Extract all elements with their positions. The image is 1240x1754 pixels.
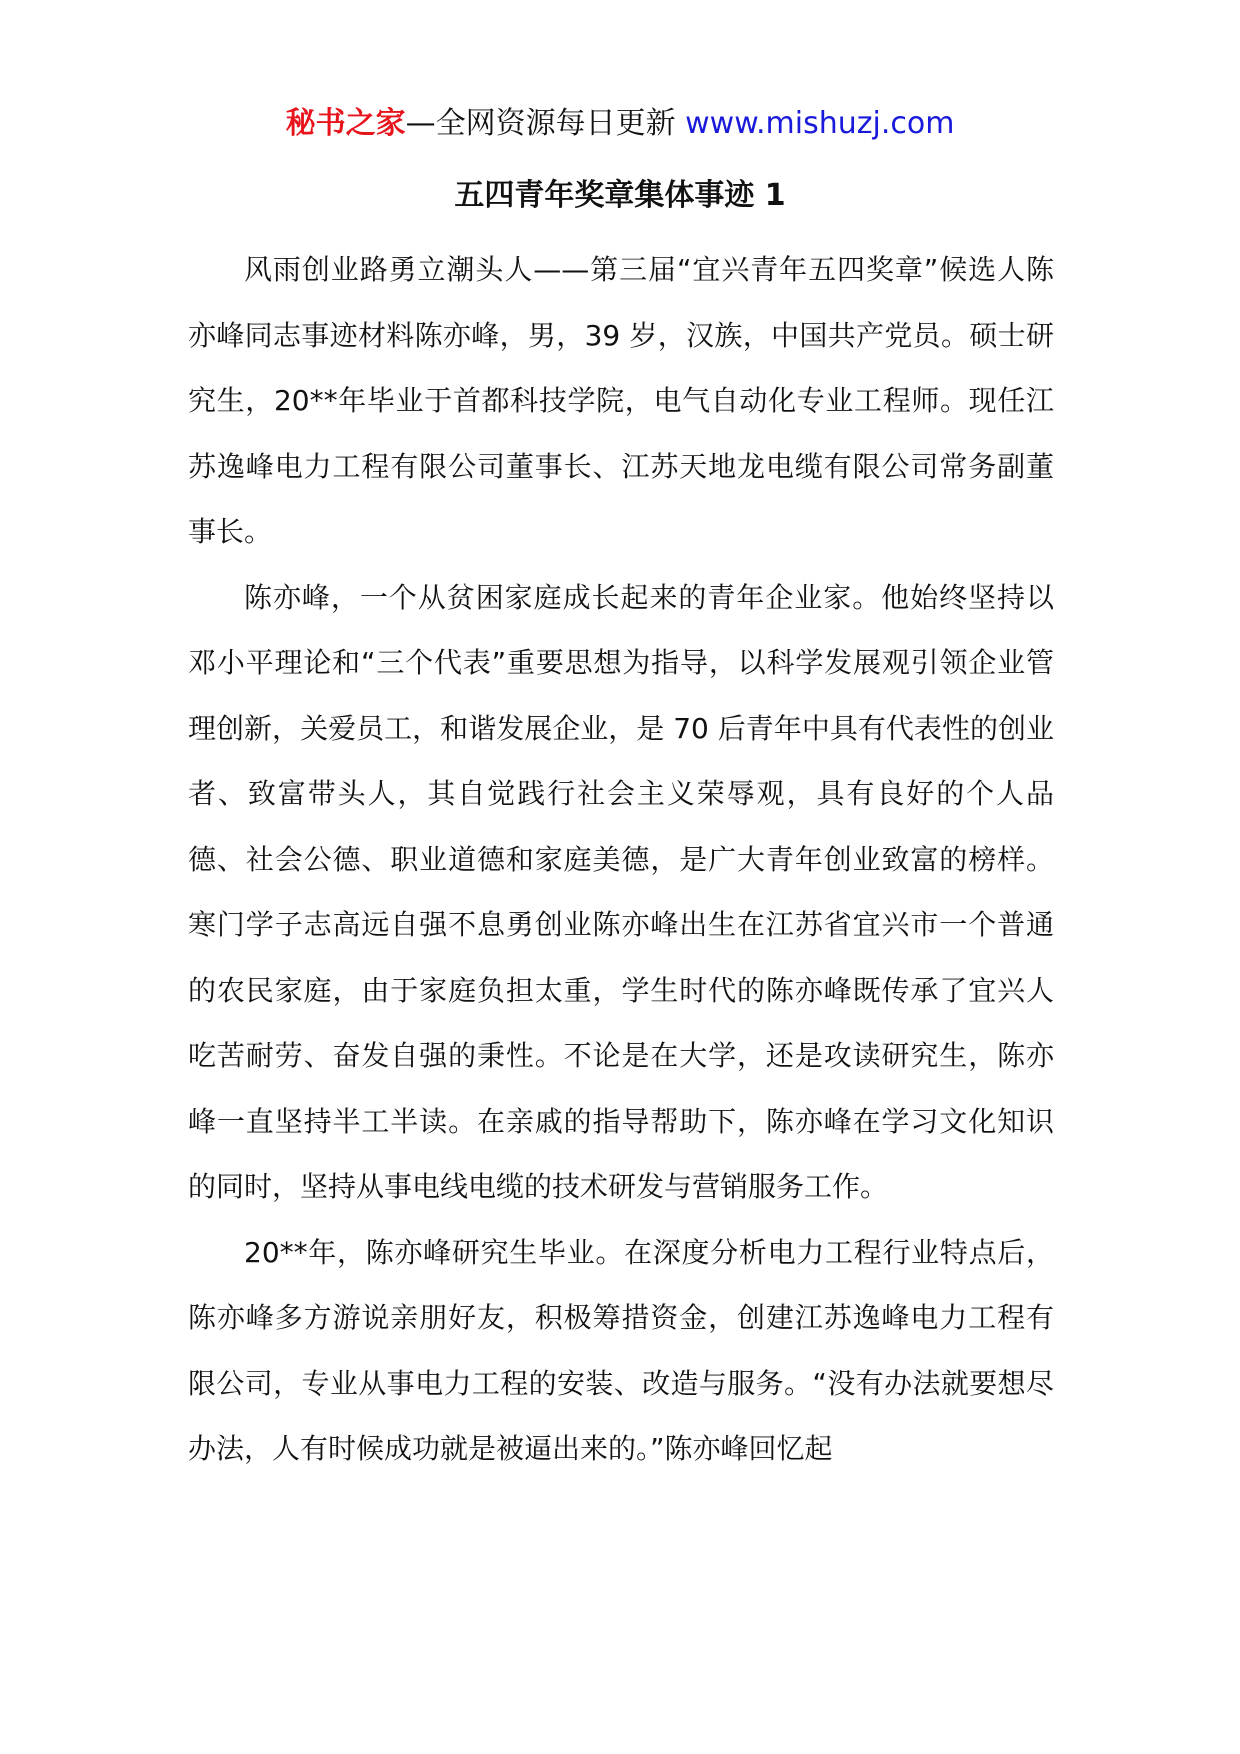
site-header — [0, 102, 1240, 146]
site-url-link[interactable]: www.mishuzj.com — [685, 106, 955, 141]
site-tagline: —全网资源每日更新 — [405, 106, 686, 141]
document-title: 五四青年奖章集体事迹 1 — [454, 178, 786, 213]
document-body — [188, 237, 1054, 1482]
paragraph-3: 20**年，陈亦峰研究生毕业。在深度分析电力工程行业特点后，陈亦峰多方游说亲朋好友，积极筹措资金，创建江苏逸峰电力工程有限公司，专业从事电力工程的安装、改造与服务。“没有办法就要想尽办法，人有时候成功就是被逼出来的。”陈亦峰回忆起 — [188, 1235, 1054, 1465]
paragraph-1: 风雨创业路勇立潮头人——第三届“宜兴青年五四奖章”候选人陈亦峰同志事迹材料陈亦峰，男，39 岁，汉族，中国共产党员。硕士研究生，20**年毕业于首都科技学院，电气自动化专业工程师。现任江苏逸峰电力工程有限公司董事长、江苏天地龙电缆有限公司常务副董事长。 — [188, 253, 1054, 548]
brand-name: 秘书之家 — [285, 106, 406, 141]
paragraph-2: 陈亦峰，一个从贫困家庭成长起来的青年企业家。他始终坚持以邓小平理论和“三个代表”重要思想为指导，以科学发展观引领企业管理创新，关爱员工，和谐发展企业，是 70 后青年中具有代表性的创业者、致富带头人，其自觉践行社会主义荣辱观，具有良好的个人品德、社会公德、职业道德和家庭美德，是广大青年创业致富的榜样。寒门学子志高远自强不息勇创业陈亦峰出生在江苏省宜兴市一个普通的农民家庭，由于家庭负担太重，学生时代的陈亦峰既传承了宜兴人吃苦耐劳、奋发自强的秉性。不论是在大学，还是攻读研究生，陈亦峰一直坚持半工半读。在亲戚的指导帮助下，陈亦峰在学习文化知识的同时，坚持从事电线电缆的技术研发与营销服务工作。 — [188, 580, 1054, 1203]
